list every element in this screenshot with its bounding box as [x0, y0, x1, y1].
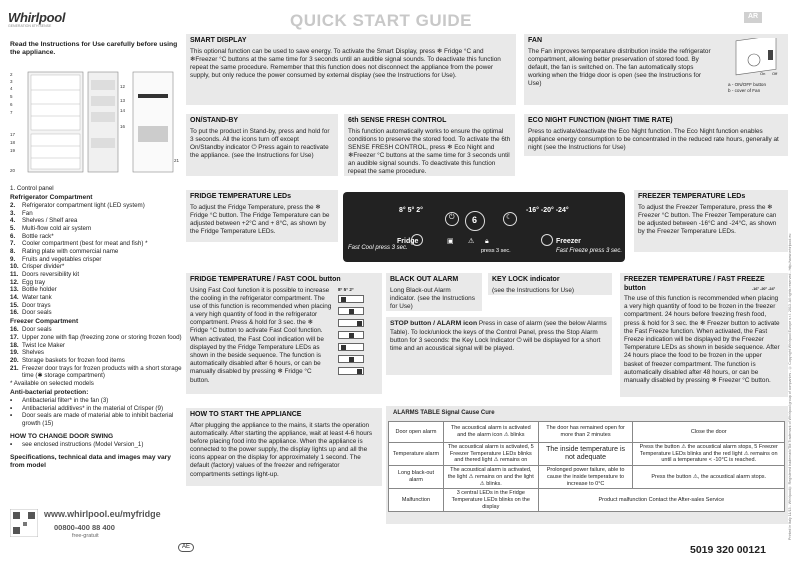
freezer-temp-leds: -16° -20° -24° [526, 207, 569, 214]
ae-badge: AE [178, 543, 194, 552]
table-cell: The acoustical alarm is activated, 5 Freezer Temperature LEDs blinks and thered light ⚠ remains on [443, 443, 538, 466]
alarm-table [388, 421, 785, 512]
fast-freeze-led-header: -16° -20° -24° [752, 287, 776, 291]
table-cell: Press the button ⚠ the acoustical alarm stops, 5 Freezer Temperature LEDs blinks and the red light ⚠ remains on until a temperature < -10°C is reached. [633, 443, 785, 466]
legend-item: 4. Shelves / Shelf area [10, 217, 78, 225]
brand-subtitle: GENERATION 6TH SENSE [8, 24, 52, 28]
table-cell: Temperature alarm [389, 443, 444, 466]
key-lock-section [488, 273, 612, 295]
svg-text:12: 12 [120, 84, 126, 89]
table-cell: Malfunction [389, 489, 444, 512]
document-code: 5019 320 00121 [690, 544, 766, 556]
svg-text:6: 6 [10, 102, 13, 107]
fan-caption-a: a - ON/OFF button [728, 82, 767, 87]
legend-item: • see enclosed instructions (Model Version_1) [10, 440, 144, 448]
table-row [389, 466, 785, 489]
table-cell: Door open alarm [389, 422, 444, 443]
section-title: 6th SENSE FRESH CONTROL [348, 117, 447, 124]
power-icon: ⏻ [449, 214, 455, 221]
legend-item: 15. Door trays [10, 301, 51, 309]
freezer-heading: Freezer Compartment [10, 318, 79, 326]
table-cell: Press the button ⚠, the acoustical alarm stops. [633, 466, 785, 489]
led-sequence-step [338, 307, 364, 315]
blackout-icon: ▣ [447, 238, 454, 245]
on-standby-section [186, 114, 338, 176]
eco-night-section [524, 114, 788, 156]
fridge-leds-section [186, 190, 338, 242]
control-panel [343, 192, 625, 262]
support-phone: 00800-400 88 400 [54, 523, 115, 532]
section-body: After plugging the appliance to the mains, it starts the operation automatically. After starting the appliance, wait at least 4-6 hours before placing food into the appliance. When the appliance is connected to the power supply, the display lights up and all the icons appear on the display for approximately 1 second. The default (factory) values of the freezer and refrigerator compartments settings light-up. [190, 421, 373, 478]
section-title: HOW TO START THE APPLIANCE [190, 411, 302, 418]
legend-item: • Door seals are made of material able to inhibit bacterial growth (15) [10, 412, 174, 428]
svg-text:17: 17 [10, 132, 16, 137]
legend-item: 18. Twist Ice Maker [10, 341, 65, 349]
fridge-temp-leds: 8° 5° 2° [399, 207, 423, 214]
brand-logo: Whirlpool [8, 10, 66, 25]
freezer-sub-label: Fast Freeze press 3 sec. [556, 248, 623, 254]
section-title: ECO NIGHT FUNCTION (NIGHT TIME RATE) [528, 117, 673, 124]
svg-text:20: 20 [10, 168, 16, 173]
led-sequence-step [338, 343, 364, 351]
fan-caption-b: b - cover of Fan [728, 88, 761, 93]
section-body: Long Black-out Alarm indicator. (see the Instructions for Use) [390, 286, 475, 310]
sixth-sense-section [344, 114, 515, 176]
section-body: To put the product in Stand-by, press and hold for 3 seconds. All the icons turn off except On/Standby indicator ⏻ Press again to reactivate the appliance. (see the Instructions for Use) [190, 127, 330, 160]
legend-item: 5. Multi-flow cold air system [10, 224, 92, 232]
led-sequence-step [338, 367, 364, 375]
page-title: QUICK START GUIDE [290, 11, 472, 30]
intro-text: Read the Instructions for Use carefully before using the appliance. [10, 41, 178, 57]
legend-item: 17. Upper zone with flap (freezing zone or storing frozen food) [10, 334, 182, 342]
legend-item: 21. Freezer door trays for frozen products with a short storage time (✱ storage compartment) [10, 364, 182, 380]
qr-code-icon [10, 509, 38, 537]
section-body: This function automatically works to ensure the optimal conditions to preserve the stored food. To activate the 6th SENSE FRESH CONTROL, press ❄ Eco Night and ❄Freezer °C buttons at the same time for 3 seconds until an audible signal sounds. To deactivate this function repeat the same procedure. [348, 127, 511, 176]
section-body: The Fan improves temperature distribution inside the refrigerator compartment, allowing better preservation of stored food. By default, the fan is switched on. The fan automatically stops working when the fridge door is open (see the Instructions for Use) [528, 47, 711, 88]
section-title: KEY LOCK indicator [492, 276, 560, 283]
specs-note: Specifications, technical data and images may vary from model [10, 453, 171, 469]
table-cell: The door has remained open for more than 2 minutes [538, 422, 633, 443]
fast-cool-section [186, 273, 382, 394]
fridge-button[interactable] [411, 234, 423, 246]
led-sequence-step [338, 331, 364, 339]
fridge-illustration [8, 66, 188, 181]
legend-item: 16. Door seals [10, 309, 52, 317]
table-row [389, 489, 785, 512]
components-legend [10, 185, 182, 470]
svg-text:2: 2 [10, 72, 13, 77]
legend-item: 3. Fan [10, 209, 33, 217]
moon-icon: ☾ [506, 214, 513, 221]
legend-item: 12. Egg tray [10, 278, 46, 286]
language-badge: AR [744, 12, 762, 23]
section-body: The use of this function is recommended when placing a very high quantity of food to be frozen in the freezer compartment. 24 hours before freezing fresh food, press & hold for 3 sec. the ❄ Freezer button to activate the Fast Freeze function. When activated, the Fast Freeze indication will be displayed by the Freezer Temperature LEDs as shown in beside sequence. After 24 hours place the food to be frozen in the upper basket of freezer compartment. The function is automatically disabled after 48 hours, or can be manually disabled by pressing ❄ Freezer °C button. [624, 295, 780, 384]
blackout-alarm-section [386, 273, 482, 311]
fast-freeze-section [620, 273, 788, 397]
legend-item: • Antibacterial additives* in the material of Crisper (9) [10, 404, 163, 412]
led-sequence-step [338, 355, 364, 363]
freezer-leds-section [634, 190, 788, 252]
lock-sub-label: press 3 sec. [481, 248, 511, 254]
legend-item: 1. Control panel [10, 185, 54, 192]
legend-item: 16. Door seals [10, 326, 52, 334]
legend-item: 19. Shelves [10, 349, 45, 357]
section-title: ON/STAND-BY [190, 117, 239, 124]
section-title: SMART DISPLAY [190, 37, 247, 44]
sixth-sense-icon: 6 [472, 215, 478, 225]
svg-text:14: 14 [120, 108, 126, 113]
legend-item: 14. Water tank [10, 294, 52, 302]
website-url[interactable]: www.whirlpool.eu/myfridge [44, 509, 161, 519]
copyright-note: Printed in Italy 11/13 - Whirlpool® Registered trademark/TM Trademark of Whirlpool group of companies - © Copyright Whirlpool Europe s.r.l. 2013. All rights reserved - http://www.whirlpool.eu [788, 233, 792, 540]
section-title: FREEZER TEMPERATURE LEDs [638, 193, 746, 200]
fan-off-label: Off [772, 71, 778, 76]
svg-text:21: 21 [174, 158, 180, 163]
table-cell: The acoustical alarm is activated, the light ⚠ remains on and the light ⚠ blinks. [443, 466, 538, 489]
section-body: (see the Instructions for Use) [492, 286, 575, 294]
svg-text:18: 18 [10, 140, 16, 145]
alarm-icon: ⚠ [468, 238, 475, 245]
led-sequence-step [338, 295, 364, 303]
section-title: FREEZER TEMPERATURE / FAST FREEZE button [624, 276, 765, 292]
legend-item: 20. Storage baskets for frozen food items [10, 357, 125, 365]
table-cell: Long black-out alarm [389, 466, 444, 489]
legend-item: 13. Bottle holder [10, 286, 57, 294]
svg-text:7: 7 [10, 110, 13, 115]
refrigerator-heading: Refrigerator Compartment [10, 193, 93, 201]
section-title: FAN [528, 37, 542, 44]
table-cell: 3 central LEDs in the Fridge Temperature LEDs blinks on the display [443, 489, 538, 512]
svg-text:5: 5 [10, 94, 13, 99]
fast-cool-led-header: 8° 5° 2° [338, 287, 354, 292]
table-cell: The acoustical alarm is activated and the alarm icon ⚠ blinks [443, 422, 538, 443]
fridge-sub-label: Fast Cool press 3 sec. [348, 245, 408, 251]
legend-item: 7. Cooler compartment (best for meat and fish) * [10, 240, 148, 248]
legend-item: 9. Fruits and vegetables crisper [10, 255, 102, 263]
table-row [389, 443, 785, 466]
section-title: STOP button / ALARM icon [390, 320, 478, 327]
fridge-label: Fridge [397, 238, 419, 245]
section-body: To adjust the Freezer Temperature, press the ❄ Freezer °C button. The Freezer Temperature can be adjusted between -16°C and -24°C, as shown by the Freezer Temperature LEDs. [638, 203, 777, 236]
legend-item: 8. Rating plate with commercial name [10, 247, 119, 255]
section-body: Using Fast Cool function it is possible to increase the cooling in the refrigerator compartment. The use of this function is recommended when placing a very high quantity of food in the refrigerator compartment. Press & hold for 3 sec. the ❄ Fridge °C button to activate Fast Cool function. When activated, the Fast Cool indication will be displayed by the Fridge Temperature LEDs as shown in the beside sequence. The function is automatically disabled after 6 hours, or can be manually disabled by pressing ❄ Fridge °C button. [190, 286, 332, 384]
website-block [10, 505, 182, 545]
alarm-table-caption: ALARMS TABLE Signal Cause Cure [393, 410, 495, 416]
section-body: This optional function can be used to save energy. To activate the Smart Display, press ❄ Fridge °C and ❄Freezer °C buttons at the same time for 3 seconds until an audible signal sounds. To deactivate this function repeat the same procedure. Remember that this function does not disconnect the appliance from the power supply, but only reduce the power consumed by external display (see the Instructions for Use). [190, 47, 501, 80]
svg-text:16: 16 [120, 124, 126, 129]
legend-item: 10. Crisper divider* [10, 263, 65, 271]
stop-alarm-section [386, 317, 612, 375]
section-title: BLACK OUT ALARM [390, 276, 459, 283]
optional-note: * Available on selected models [10, 380, 94, 388]
section-title: FRIDGE TEMPERATURE LEDs [190, 193, 291, 200]
freezer-label: Freezer [556, 238, 581, 245]
door-swing-heading: HOW TO CHANGE DOOR SWING [10, 432, 114, 440]
lock-icon: 🔒︎ [485, 238, 489, 245]
antibacterial-heading: Anti-bacterial protection: [10, 388, 89, 396]
phone-note: free-gratuit [72, 533, 99, 539]
start-appliance-section [186, 408, 382, 486]
table-cell: Product malfunction Contact the After-sales Service [538, 489, 784, 512]
section-body: Press to activate/deactivate the Eco Night function. The Eco Night function enables appliance energy consumption to be concentrated in the reduced rate hours, generally at night (see the Instructions for Use) [528, 127, 779, 151]
svg-text:19: 19 [10, 148, 16, 153]
fan-section [524, 34, 788, 105]
svg-text:4: 4 [10, 86, 13, 91]
table-cell: Close the door [633, 422, 785, 443]
table-cell: Prolonged power failure, able to cause the inside temperature to increase to 0°C [538, 466, 633, 489]
table-row [389, 422, 785, 443]
svg-text:13: 13 [120, 98, 126, 103]
table-cell: The inside temperature is not adequate [538, 443, 633, 466]
fan-on-label: On [760, 71, 766, 76]
smart-display-section [186, 34, 516, 105]
freezer-button[interactable] [541, 234, 553, 246]
legend-item: 2. Refrigerator compartment light (LED system) [10, 201, 145, 209]
section-body: STOP button / ALARM icon Press in case of alarm (see the below Alarms Table). To lock/unlock the keys of the Control Panel, press the Stop Alarm button for 3 seconds: the Key Lock Indicator ⏻ will be displayed for a short time and an acoustical signal will be played. [390, 320, 607, 353]
legend-item: • Antibacterial filter* in the fan (3) [10, 397, 109, 405]
section-body: To adjust the Fridge Temperature, press the ❄ Fridge °C button. The Fridge Temperature can be adjusted between +2°C and + 8°C, as shown by the Fridge Temperature LEDs. [190, 203, 330, 236]
svg-text:3: 3 [10, 79, 13, 84]
legend-item: 11. Doors reversibility kit [10, 271, 80, 279]
section-title: FRIDGE TEMPERATURE / FAST COOL button [190, 276, 341, 283]
legend-item: 6. Bottle rack* [10, 232, 54, 240]
led-sequence-step [338, 319, 364, 327]
